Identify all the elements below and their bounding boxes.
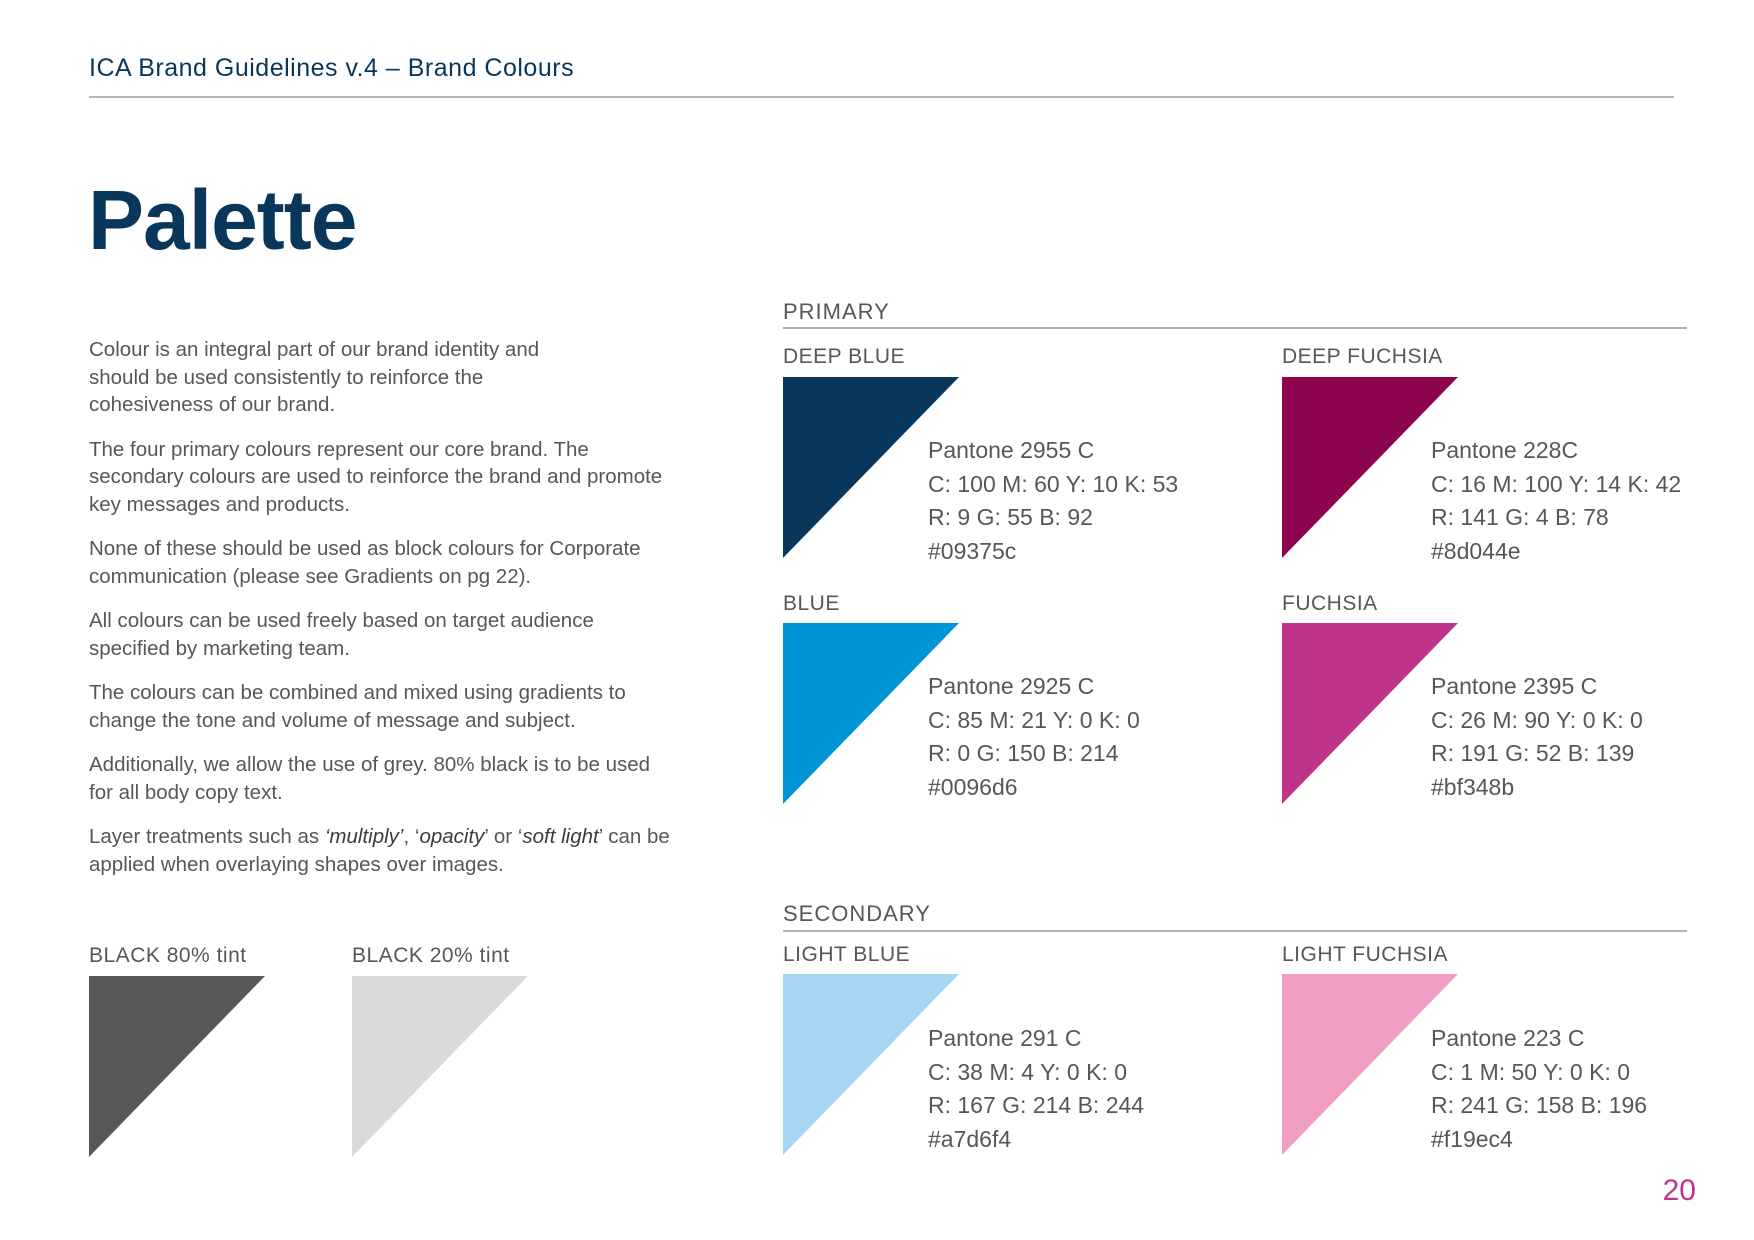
rgb-value: R: 241 G: 158 B: 196 xyxy=(1431,1092,1648,1118)
hex-value: #f19ec4 xyxy=(1431,1125,1513,1152)
body-paragraph: None of these should be used as block colours for Corporate communication (please see Gradients on pg 22). xyxy=(89,537,641,588)
spec-light-fuchsia xyxy=(1431,1022,1647,1156)
rgb-value: R: 191 G: 52 B: 139 xyxy=(1431,740,1635,766)
pantone-value: Pantone 2925 C xyxy=(928,673,1095,699)
swatch-black-20 xyxy=(352,976,528,1157)
pantone-value: Pantone 2955 C xyxy=(928,437,1095,463)
rgb-value: R: 167 G: 214 B: 244 xyxy=(928,1092,1145,1118)
rgb-value: R: 0 G: 150 B: 214 xyxy=(928,740,1119,766)
secondary-divider xyxy=(783,930,1687,932)
pantone-value: Pantone 291 C xyxy=(928,1025,1082,1051)
document-header: ICA Brand Guidelines v.4 – Brand Colours xyxy=(89,54,575,82)
text-multiply: ‘multiply’ xyxy=(324,825,404,848)
body-paragraph-layer-treatments xyxy=(89,823,679,878)
swatch-name-deep-blue: DEEP BLUE xyxy=(783,345,905,368)
body-paragraph: All colours can be used freely based on target audience specified by marketing team. xyxy=(89,609,594,660)
rgb-value: R: 141 G: 4 B: 78 xyxy=(1431,504,1609,530)
swatch-triangle xyxy=(89,976,265,1157)
body-copy xyxy=(89,336,679,895)
spec-deep-fuchsia xyxy=(1431,434,1681,568)
swatch-name-light-blue: LIGHT BLUE xyxy=(783,943,911,966)
rgb-value: R: 9 G: 55 B: 92 xyxy=(928,504,1093,530)
cmyk-value: C: 85 M: 21 Y: 0 K: 0 xyxy=(928,706,1140,733)
body-paragraph: The four primary colours represent our core brand. The secondary colours are used to reinforce the brand and promote key messages and products. xyxy=(89,437,663,516)
cmyk-value: C: 38 M: 4 Y: 0 K: 0 xyxy=(928,1058,1128,1085)
body-paragraph: The colours can be combined and mixed using gradients to change the tone and volume of message and subject. xyxy=(89,681,626,732)
cmyk-value: C: 16 M: 100 Y: 14 K: 42 xyxy=(1431,470,1682,497)
hex-value: #a7d6f4 xyxy=(928,1125,1012,1152)
text-segment: Layer treatments such as xyxy=(89,825,325,848)
spec-light-blue xyxy=(928,1022,1144,1156)
swatch-name-deep-fuchsia: DEEP FUCHSIA xyxy=(1282,345,1443,368)
spec-fuchsia xyxy=(1431,670,1643,804)
cmyk-value: C: 26 M: 90 Y: 0 K: 0 xyxy=(1431,706,1643,733)
swatch-name-black-20: BLACK 20% tint xyxy=(352,944,510,967)
primary-divider xyxy=(783,327,1687,329)
swatch-triangle xyxy=(352,976,528,1157)
text-segment: ’ or ‘ xyxy=(484,825,523,848)
page-title: Palette xyxy=(88,173,357,267)
hex-value: #bf348b xyxy=(1431,773,1515,800)
header-divider xyxy=(89,96,1674,98)
text-soft-light: soft light xyxy=(522,825,599,848)
cmyk-value: C: 1 M: 50 Y: 0 K: 0 xyxy=(1431,1058,1631,1085)
pantone-value: Pantone 228C xyxy=(1431,437,1579,463)
body-paragraph: Additionally, we allow the use of grey. 80% black is to be used for all body copy text. xyxy=(89,753,651,804)
text-opacity: opacity xyxy=(419,825,485,848)
hex-value: #8d044e xyxy=(1431,537,1521,564)
pantone-value: Pantone 223 C xyxy=(1431,1025,1585,1051)
pantone-value: Pantone 2395 C xyxy=(1431,673,1598,699)
swatch-name-blue: BLUE xyxy=(783,592,840,615)
swatch-name-fuchsia: FUCHSIA xyxy=(1282,592,1378,615)
swatch-black-80 xyxy=(89,976,265,1157)
text-segment: ’ can be applied when overlaying shapes over images. xyxy=(89,825,670,876)
body-paragraph: Colour is an integral part of our brand identity and should be used consistently to reinforce the cohesiveness of our brand. xyxy=(89,338,540,416)
swatch-name-light-fuchsia: LIGHT FUCHSIA xyxy=(1282,943,1448,966)
section-label-primary: PRIMARY xyxy=(783,299,890,324)
section-label-secondary: SECONDARY xyxy=(783,901,931,926)
cmyk-value: C: 100 M: 60 Y: 10 K: 53 xyxy=(928,470,1179,497)
text-segment: , ‘ xyxy=(403,825,420,848)
spec-blue xyxy=(928,670,1140,804)
hex-value: #09375c xyxy=(928,537,1017,564)
swatch-name-black-80: BLACK 80% tint xyxy=(89,944,247,967)
page-number: 20 xyxy=(1662,1174,1696,1207)
hex-value: #0096d6 xyxy=(928,773,1018,800)
spec-deep-blue xyxy=(928,434,1178,568)
